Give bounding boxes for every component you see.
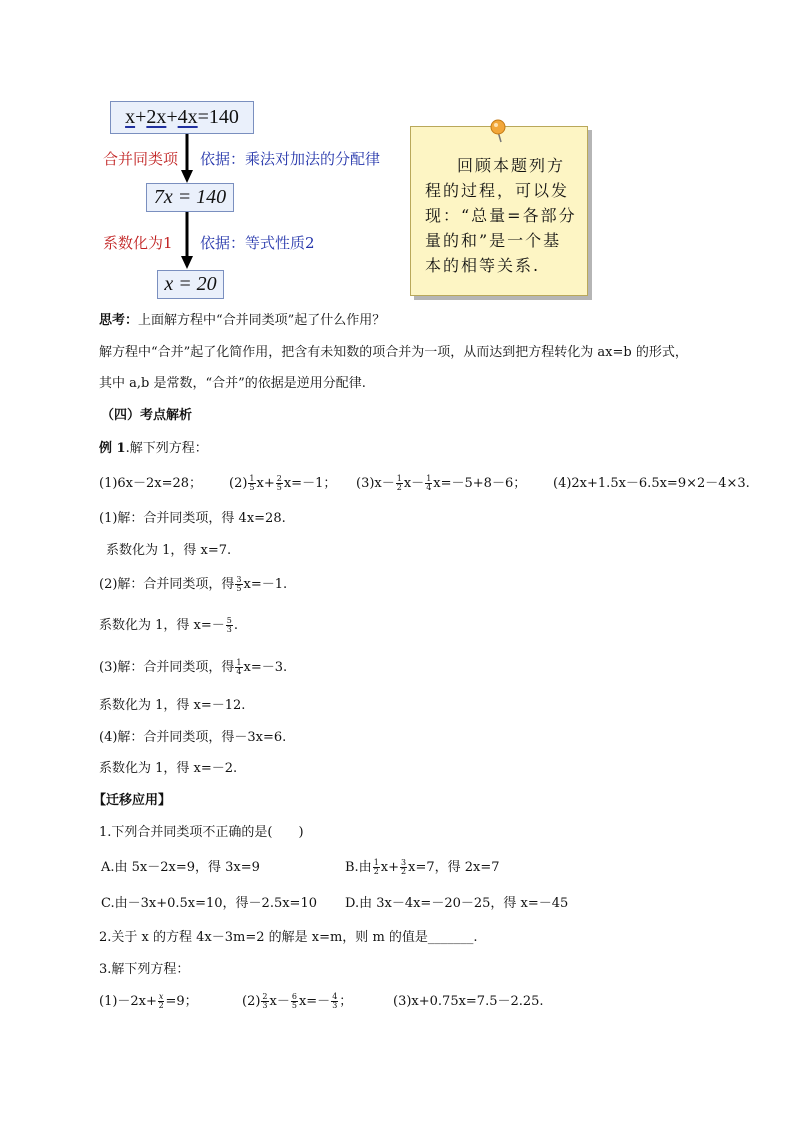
section-heading: （四）考点解析 bbox=[101, 408, 193, 423]
equation-box-3 bbox=[157, 270, 224, 299]
down-arrow-icon bbox=[180, 212, 194, 270]
exercise-3: (3)x+0.75x=7.5－2.25. bbox=[393, 994, 544, 1009]
solution-4a: (4)解：合并同类项，得－3x=6. bbox=[99, 730, 287, 745]
step1-right-label: 依据：乘法对加法的分配律 bbox=[200, 150, 381, 168]
down-arrow-icon bbox=[180, 134, 194, 184]
question-1: 1.下列合并同类项不正确的是( ) bbox=[99, 825, 304, 840]
choice-b: B.由 $\frac{1}{2}$ x+ $\frac{3}{2}$ x=7，得 2x=7 bbox=[345, 858, 500, 876]
step2-left-label: 系数化为1 bbox=[103, 234, 173, 252]
problem-3: (3)x－ $\frac{1}{2}$ x－ $\frac{1}{4}$ x=－5+8－6； bbox=[356, 474, 527, 492]
question-3: 3.解下列方程： bbox=[99, 962, 190, 977]
step1-left-label: 合并同类项 bbox=[103, 150, 179, 168]
plus-sign: + bbox=[166, 106, 178, 128]
problem-2: (2) $\frac{1}{5}$ x+ $\frac{2}{5}$ x=－1； bbox=[229, 474, 337, 492]
equation-box-2 bbox=[146, 183, 234, 212]
exercise-2: (2) $\frac{2}{3}$ x－ $\frac{6}{5}$ x=－ $\frac{4}{3}$ ； bbox=[242, 992, 353, 1010]
solution-2a: (2)解：合并同类项，得 $\frac{3}{5}$ x=－1. bbox=[99, 575, 288, 593]
pushpin-icon bbox=[489, 118, 509, 144]
solution-1b: 系数化为 1，得 x=7. bbox=[106, 543, 232, 558]
think-question: 思考：上面解方程中“合并同类项”起了什么作用？ bbox=[99, 313, 386, 328]
solution-2b: 系数化为 1，得 x=－ $\frac{5}{3}$ . bbox=[99, 616, 238, 634]
solution-3a: (3)解：合并同类项，得 $\frac{1}{4}$ x=－3. bbox=[99, 658, 288, 676]
problem-4: (4)2x+1.5x－6.5x=9×2－4×3. bbox=[553, 476, 750, 491]
equation-rhs: =140 bbox=[197, 106, 239, 128]
choice-a: A.由 5x－2x=9，得 3x=9 bbox=[101, 860, 260, 875]
term-2x: 2x bbox=[146, 106, 167, 128]
think-answer-2: 其中 a,b 是常数，“合并”的依据是逆用分配律. bbox=[99, 376, 366, 391]
exercise-1: (1)－2x+ $\frac{x}{2}$ =9； bbox=[99, 992, 198, 1010]
term-x: x bbox=[125, 106, 136, 128]
choice-d: D.由 3x－4x=－20－25，得 x=－45 bbox=[345, 896, 569, 911]
equation-text: 7x = 140 bbox=[153, 186, 227, 208]
question-2: 2.关于 x 的方程 4x－3m=2 的解是 x=m，则 m 的值是_______. bbox=[99, 930, 478, 945]
solution-3b: 系数化为 1，得 x=－12. bbox=[99, 698, 246, 713]
plus-sign: + bbox=[135, 106, 147, 128]
term-4x: 4x bbox=[177, 106, 198, 128]
equation-box-1 bbox=[110, 101, 254, 134]
problem-1: (1)6x－2x=28； bbox=[99, 476, 203, 491]
solution-1a: (1)解：合并同类项，得 4x=28. bbox=[99, 511, 286, 526]
transfer-heading: 【迁移应用】 bbox=[93, 793, 172, 808]
think-answer-1: 解方程中“合并”起了化简作用，把含有未知数的项合并为一项，从而达到把方程转化为 ax=b 的形式， bbox=[99, 345, 688, 360]
solution-4b: 系数化为 1，得 x=－2. bbox=[99, 761, 238, 776]
step2-right-label: 依据：等式性质2 bbox=[200, 234, 315, 252]
equation-text: x = 20 bbox=[164, 273, 217, 295]
note-text: 回顾本题列方程的过程，可以发现：“总量=各部分量的和”是一个基本的相等关系. bbox=[425, 156, 577, 275]
review-note bbox=[410, 126, 588, 296]
choice-c: C.由－3x+0.5x=10，得－2.5x=10 bbox=[101, 896, 317, 911]
example-title: 例 1.解下列方程： bbox=[99, 441, 208, 456]
